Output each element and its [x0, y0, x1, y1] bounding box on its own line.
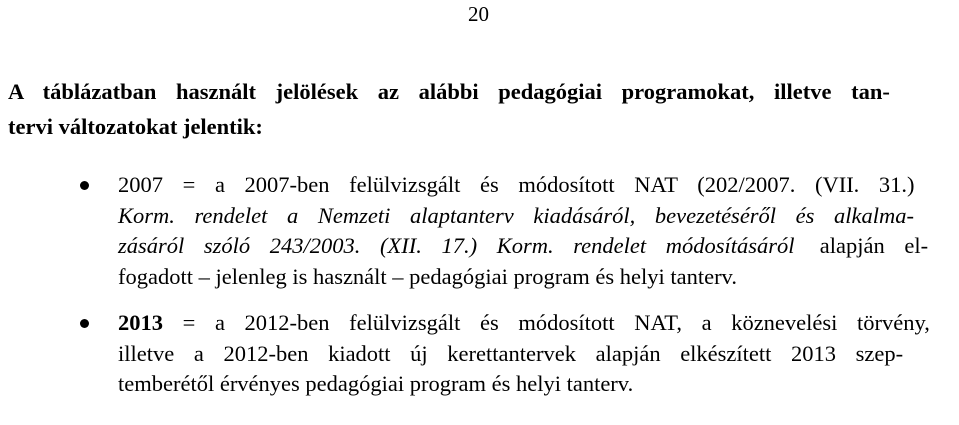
- bullet-2007-line-3-italic: zásáról szóló 243/2003. (XII. 17.) Korm. rendelet módosításáról: [118, 233, 795, 258]
- bullet-2007-line-2: Korm. rendelet a Nemzeti alaptanterv kiadásáról, bevezetéséről és alkalma-: [118, 202, 915, 228]
- bullet-2013-line-3: temberétől érvényes pedagógiai program és helyi tanterv.: [118, 371, 634, 396]
- bullet-2007-line-3: [118, 231, 952, 262]
- heading-line-2: tervi változatokat jelentik:: [8, 114, 263, 139]
- page-number: 20: [468, 2, 489, 26]
- bullet-item-2013: [0, 308, 952, 400]
- bullet-2007-line-4: fogadott – jelenleg is használt – pedagógiai program és helyi tanterv.: [118, 263, 737, 289]
- section-heading: [8, 74, 952, 144]
- bullet-item-2007: [0, 170, 952, 292]
- heading-line-1: A táblázatban használt jelölések az alábbi pedagógiai programokat, illetve tan-: [8, 79, 890, 104]
- bullet-list: [0, 170, 959, 400]
- bullet-2013-code: 2013: [118, 310, 163, 335]
- bullet-2013-line-1: [118, 308, 952, 339]
- bullet-2007-line-3-rest: alapján el-: [800, 233, 929, 258]
- bullet-dot-icon: [80, 319, 89, 328]
- bullet-2013-line-2: illetve a 2012-ben kiadott új kerettantervek alapján elkészített 2013 szep-: [118, 340, 904, 366]
- bullet-dot-icon: [80, 181, 89, 190]
- bullet-2007-line-1: 2007 = a 2007-ben felülvizsgált és módosított NAT (202/2007. (VII. 31.): [118, 172, 915, 197]
- bullet-2013-line-1-rest: = a 2012-ben felülvizsgált és módosított NAT, a köznevelési törvény,: [163, 310, 930, 335]
